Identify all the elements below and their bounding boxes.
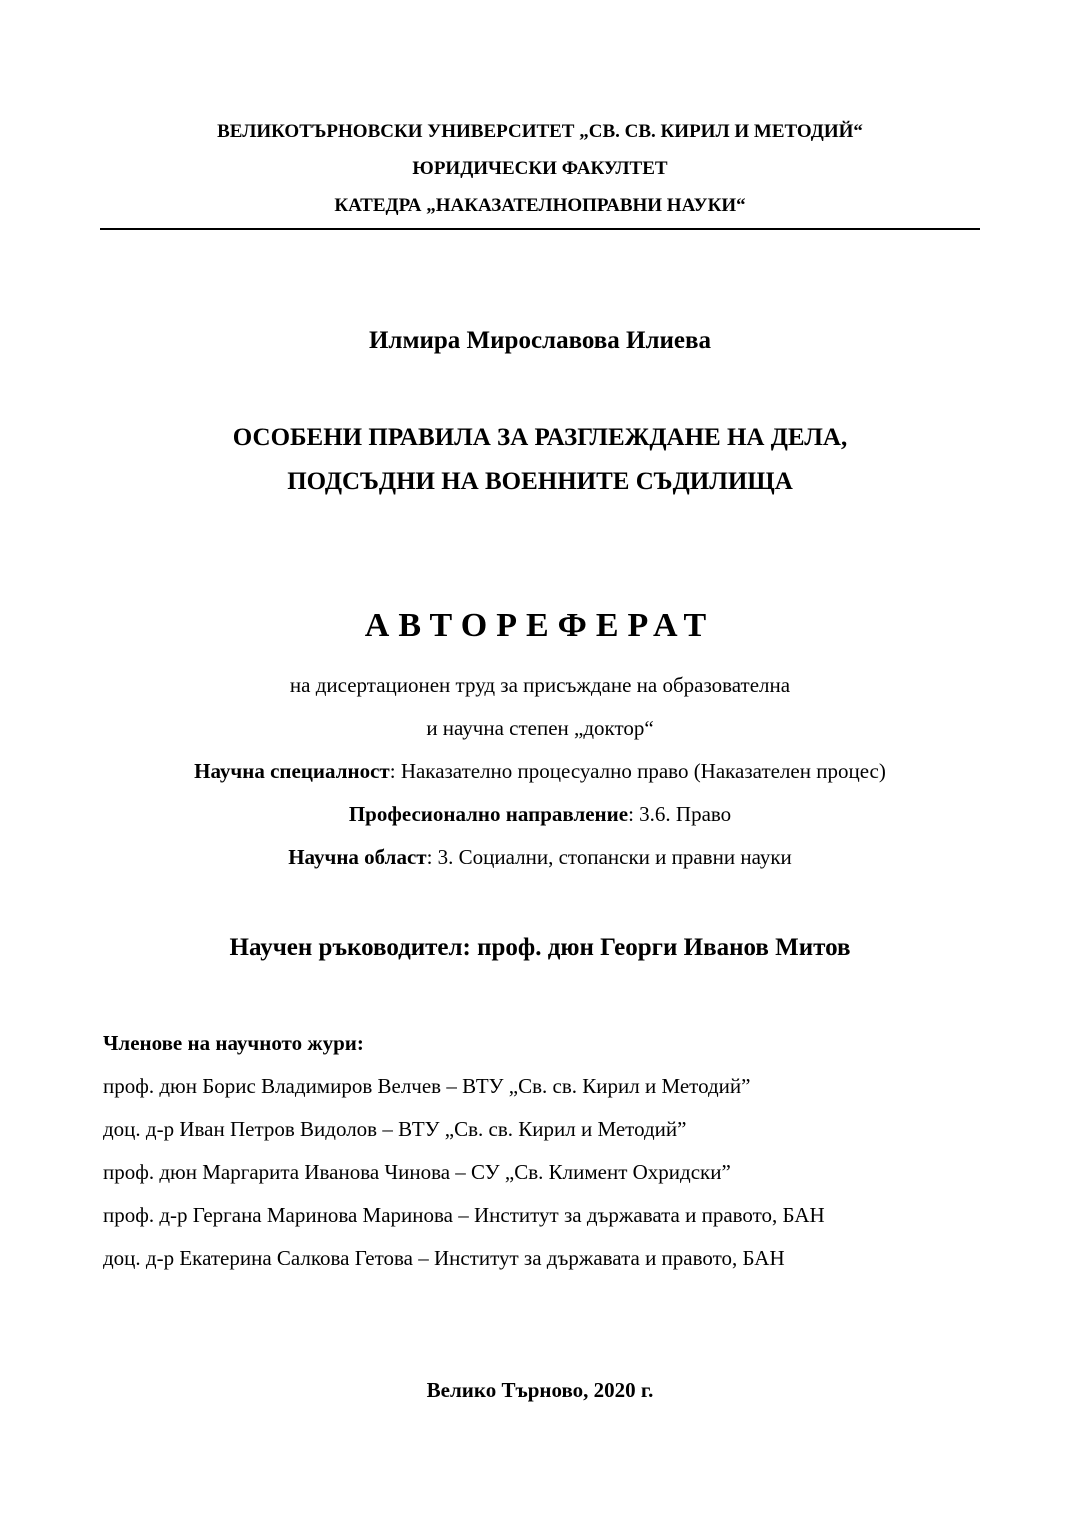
description-line-2: и научна степен „доктор“ bbox=[426, 716, 654, 740]
field-line bbox=[100, 836, 980, 879]
jury-member: проф. дюн Борис Владимиров Велчев – ВТУ „Св. св. Кирил и Методий” bbox=[103, 1074, 751, 1098]
jury-member: проф. дюн Маргарита Иванова Чинова – СУ „Св. Климент Охридски” bbox=[103, 1160, 731, 1184]
jury-member: доц. д-р Иван Петров Видолов – ВТУ „Св. св. Кирил и Методий” bbox=[103, 1117, 687, 1141]
title-line-1: ОСОБЕНИ ПРАВИЛА ЗА РАЗГЛЕЖДАНЕ НА ДЕЛА, bbox=[232, 424, 848, 451]
description-line-1: на дисертационен труд за присъждане на образователна bbox=[289, 673, 791, 697]
jury-member: доц. д-р Екатерина Салкова Гетова – Институт за държавата и правото, БАН bbox=[103, 1246, 785, 1270]
dissertation-title bbox=[100, 416, 980, 504]
jury-section bbox=[103, 1022, 983, 1280]
faculty-name: ЮРИДИЧЕСКИ ФАКУЛТЕТ bbox=[412, 158, 668, 179]
jury-heading: Членове на научното жури: bbox=[103, 1031, 364, 1055]
department-name: КАТЕДРА „НАКАЗАТЕЛНОПРАВНИ НАУКИ“ bbox=[334, 195, 746, 216]
document-type: АВТОРЕФЕРАТ bbox=[364, 607, 716, 644]
header-divider bbox=[100, 228, 980, 230]
direction-line bbox=[100, 793, 980, 836]
direction-value: : 3.6. Право bbox=[628, 802, 732, 826]
author-name: Илмира Мирославова Илиева bbox=[368, 327, 712, 354]
specialty-value: : Наказателно процесуално право (Наказателен процес) bbox=[389, 759, 886, 783]
dissertation-info bbox=[100, 664, 980, 879]
field-value: : 3. Социални, стопански и правни науки bbox=[426, 845, 792, 869]
jury-member: проф. д-р Гергана Маринова Маринова – Институт за държавата и правото, БАН bbox=[103, 1203, 825, 1227]
supervisor: Научен ръководител: проф. дюн Георги Иванов Митов bbox=[229, 934, 851, 961]
direction-label: Професионално направление bbox=[348, 802, 629, 826]
specialty-label: Научна специалност bbox=[194, 759, 390, 783]
university-name: ВЕЛИКОТЪРНОВСКИ УНИВЕРСИТЕТ „СВ. СВ. КИРИЛ И МЕТОДИЙ“ bbox=[217, 121, 863, 142]
specialty-line bbox=[100, 750, 980, 793]
place-and-year: Велико Търново, 2020 г. bbox=[426, 1378, 654, 1402]
institution-header bbox=[100, 113, 980, 224]
title-line-2: ПОДСЪДНИ НА ВОЕННИТЕ СЪДИЛИЩА bbox=[287, 468, 793, 495]
field-label: Научна област bbox=[288, 845, 427, 869]
